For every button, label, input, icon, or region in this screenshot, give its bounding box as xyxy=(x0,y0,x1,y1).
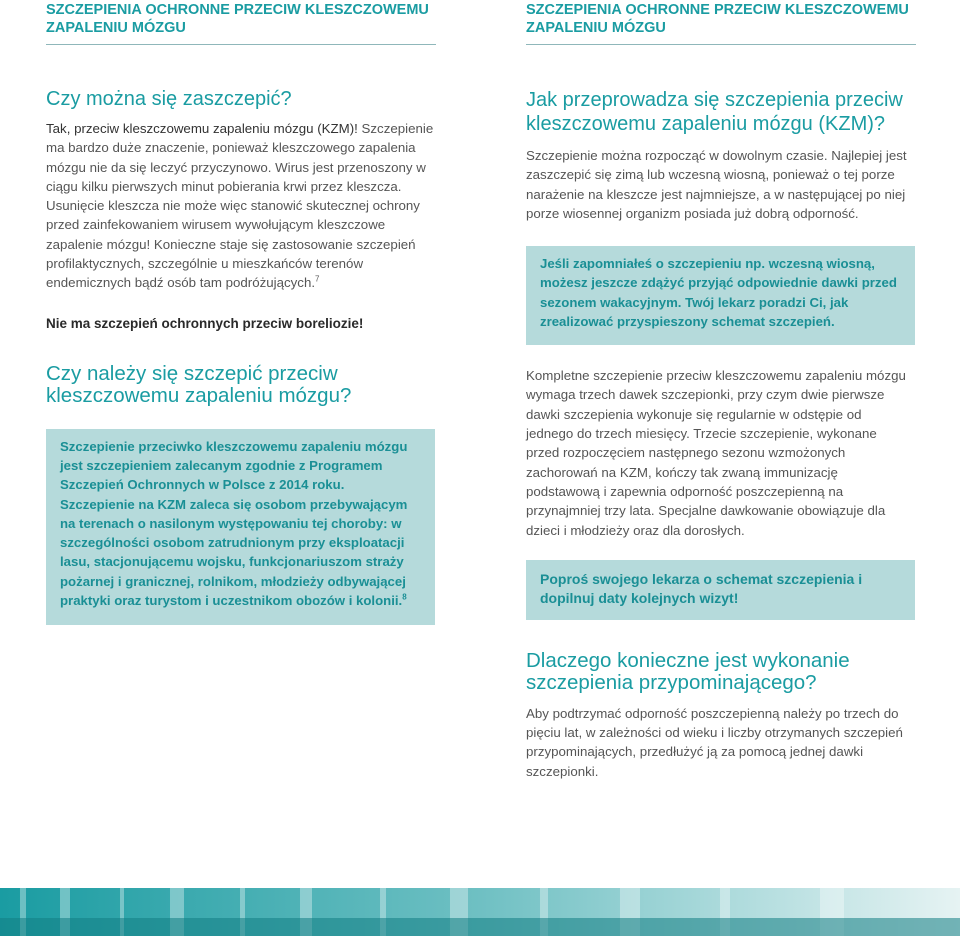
page-header-left: SZCZEPIENIA OCHRONNE PRZECIW KLESZCZOWEMU ZAPALENIU MÓZGU xyxy=(46,0,436,45)
borreliosis-note: Nie ma szczepień ochronnych przeciw boreliozie! xyxy=(46,315,364,331)
schedule-paragraph: Kompletne szczepienie przeciw kleszczowemu zapaleniu mózgu wymaga trzech dawek szczepionki, przy czym dwie pierwsze dawki szczepienia wykonuje się regularnie w odstępie od jednego do trzech miesięcy. Trzecie szczepienie, wykonane przed rozpoczęciem następnego sezonu wzmożonych zachorowań na KZM, kończy tak zwaną immunizację podstawową i zapewnia odporność poszczepienną na przynajmniej trzy lata. Specjalne dawkowanie obowiązuje dla dzieci i młodzieży oraz dla dorosłych. xyxy=(526,368,906,538)
section-title-how-vaccinate: Jak przeprowadza się szczepienia przeciw kleszczowemu zapaleniu mózgu (KZM)? xyxy=(526,89,903,135)
intro-body-2: Usunięcie kleszcza nie może więc stanowić skutecznej ochrony przed zainfekowaniem wirusem wywołującym kleszczowe zapalenie mózgu! xyxy=(46,198,420,252)
footnote-7: 7 xyxy=(315,274,320,284)
section-title-can-vaccinate: Czy można się zaszczepić? xyxy=(46,88,292,110)
footnote-8: 8 xyxy=(402,592,407,602)
intro-lead: Tak, przeciw kleszczowemu zapaleniu mózgu (KZM)! xyxy=(46,121,358,136)
bottom-decorative-stripe xyxy=(0,888,960,936)
intro-body-3: Konieczne staje się zastosowanie szczepień profilaktycznych, szczególnie u mieszkańców terenów endemicznych bądź osób tam podróżujących. xyxy=(46,236,416,291)
section-title-booster: Dlaczego konieczne jest wykonanie szczepienia przypominającego? xyxy=(526,648,850,694)
timing-paragraph: Szczepienie można rozpocząć w dowolnym czasie. Najlepiej jest zaszczepić się zimą lub wczesną wiosną, ponieważ o tej porze narażenie na kleszcze jest najmniejsze, a w następującej po niej porze wiosennej organizm posiada już dobrą odporność. xyxy=(526,148,907,221)
section-title-should-vaccinate: Czy należy się szczepić przeciw kleszczowemu zapaleniu mózgu? xyxy=(46,361,352,407)
intro-body-1: Szczepienie ma bardzo duże znaczenie, ponieważ kleszczowego zapalenia mózgu nie da się leczyć przyczynowo. Wirus jest przenoszony w ciągu kilku pierwszych minut pobierania krwi przez kleszcza. xyxy=(46,121,434,194)
page-header-right: SZCZEPIENIA OCHRONNE PRZECIW KLESZCZOWEMU ZAPALENIU MÓZGU xyxy=(526,0,916,45)
forgot-vaccination-box: Jeśli zapomniałeś o szczepieniu np. wczesną wiosną, możesz jeszcze zdążyć przyjąć odpowiednie dawki przed sezonem wakacyjnym. Twój lekarz poradzi Ci, jak zrealizować przyspieszony schemat szczepień. xyxy=(526,246,915,345)
recommendation-text: Szczepienie przeciwko kleszczowemu zapaleniu mózgu jest szczepieniem zalecanym zgodnie z Programem Szczepień Ochronnych w Polsce z 2014 roku. Szczepienie na KZM zaleca się osobom przebywającym na terenach o nasilonym występowaniu tej choroby: w szczególności osobom zatrudnionym przy eksploatacji lasu, stacjonującemu wojsku, funkcjonariuszom straży pożarnej i granicznej, rolnikom, młodzieży odbywającej praktyki oraz turystom i uczestnikom obozów i kolonii. xyxy=(60,438,408,609)
ask-doctor-box: Poproś swojego lekarza o schemat szczepienia i dopilnuj daty kolejnych wizyt! xyxy=(526,560,915,620)
right-column xyxy=(526,0,916,781)
intro-paragraph xyxy=(46,119,436,293)
booster-paragraph: Aby podtrzymać odporność poszczepienną należy po trzech do pięciu lat, w zależności od wieku i liczby otrzymanych szczepień przypominających, przedłużyć ją za pomocą jednej dawki szczepionki. xyxy=(526,705,903,779)
recommendation-box xyxy=(46,429,435,625)
left-column xyxy=(46,0,436,625)
